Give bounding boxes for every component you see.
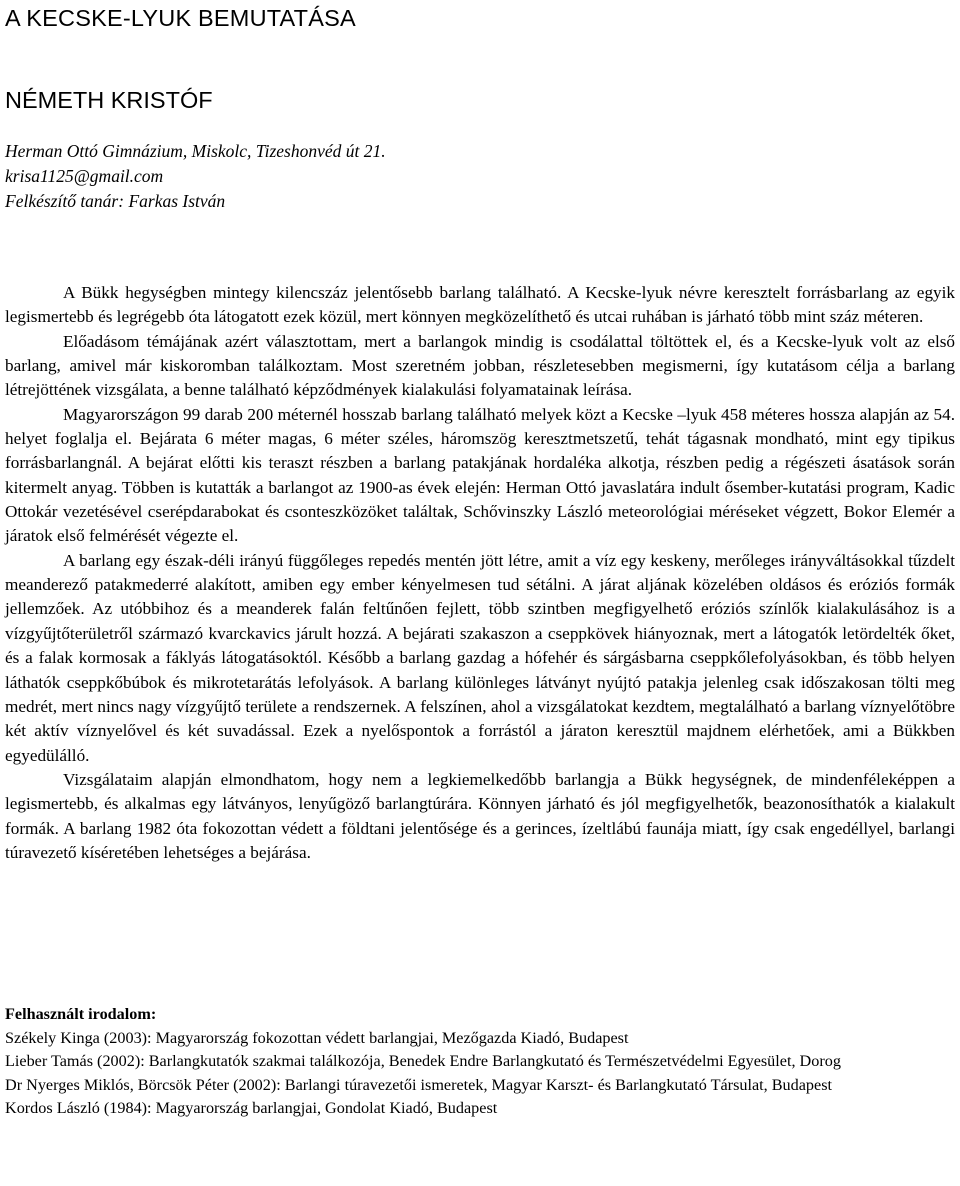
paragraph-formation: A barlang egy észak-déli irányú függőleges repedés mentén jött létre, amit a víz egy keskeny, merőleges irányváltásokkal tűzdelt meanderező patakmederré alakított, amiben egy ember kényelmesen tud sétálni. A járat aljának közelében oldásos és eróziós formák jellemzőek. Az utóbbihoz és a meanderek falán feltűnően fejlett, több szintben megfigyelhető eróziós színlők kialakulásához is a vízgyűjtőterületről származó kvarckavics járult hozzá. A bejárati szakaszon a cseppkövek hiányoznak, mert a látogatók letördelték őket, és a falak kormosak a fáklyás látogatásoktól. Később a barlang gazdag a hófehér és sárgásbarna cseppkőlefolyásokban, és több helyen láthatók cseppkőbúbok és mikrotetarátás lefolyások. A barlang különleges látványt nyújtó patakja jelenleg csak időszakosan tölti meg medrét, mert nincs nagy vízgyűjtő területe a rendszernek. A felszínen, ahol a vizsgálatokat kezdtem, megtalálható a barlang víznyelőtöbre két aktív víznyelővel és két suvadással. Ezek a nyelőspontok a forrástól a járaton keresztül majdnem elérhetőek, ami a Bükkben egyedülálló.	[5, 550, 955, 765]
reference-item: Dr Nyerges Miklós, Börcsök Péter (2002): Barlangi túravezetői ismeretek, Magyar Karszt- és Barlangkutató Társulat, Budapest	[5, 1075, 832, 1094]
references-heading: Felhasznált irodalom:	[5, 1005, 157, 1023]
school-address: Herman Ottó Gimnázium, Miskolc, Tizeshonvéd út 21.	[5, 141, 386, 161]
paragraph-conclusion: Vizsgálataim alapján elmondhatom, hogy nem a legkiemelkedőbb barlangja a Bükk hegységnek, de mindenféleképpen a legismertebb, és alkalmas egy látványos, lenyűgöző barlangtúrára. Könnyen járható és jól megfigyelhetők, beazonosíthatók a kialakult formák. A barlang 1982 óta fokozottan védett a földtani jelentősége és a gerinces, ízeltlábú faunája miatt, így csak engedéllyel, barlangi túravezető kíséretében lehetséges a bejárása.	[5, 769, 955, 862]
author-name: NÉMETH KRISTÓF	[5, 87, 213, 113]
supervisor: Felkészítő tanár: Farkas István	[5, 191, 226, 211]
references-section	[5, 1003, 955, 1121]
paragraph-intro: A Bükk hegységben mintegy kilencszáz jelentősebb barlang található. A Kecske-lyuk névre keresztelt forrásbarlang az egyik legismertebb és legrégebb óta látogatott ezek közül, mert könnyen megközelíthető és utcai ruhában is járható több mint száz méteren.	[5, 283, 955, 327]
paragraph-history: Magyarországon 99 darab 200 méternél hosszab barlang található melyek közt a Kecske –lyuk 458 méteres hossza alapján az 54. helyet foglalja el. Bejárata 6 méter magas, 6 méter széles, háromszög keresztmetszetű, tehát tágasnak mondható, mint egy tipikus forrásbarlangnál. A bejárat előtti kis teraszt részben a barlang patakjának hordaléka alkotja, részben pedig a régészeti ásatások során kitermelt anyag. Többen is kutatták a barlangot az 1900-as évek elején: Herman Ottó javaslatára indult ősember-kutatási program, Kadic Ottokár vezetésével cserépdarabokat és csonteszközöket találtak, Schővinszky László meteorológiai méréseket végzett, Bokor Elemér a járatok első felmérését végezte el.	[5, 404, 955, 546]
paragraph-motivation: Előadásom témájának azért választottam, mert a barlangok mindig is csodálattal töltöttek el, és a Kecske-lyuk volt az első barlang, amivel már kiskoromban találkoztam. Most szeretném jobban, részletesebben megismerni, így kutatásom célja a barlang létrejöttének vizsgálata, a benne található képződmények kialakulási folyamatainak leírása.	[5, 331, 955, 400]
document-body	[5, 281, 955, 865]
reference-item: Kordos László (1984): Magyarország barlangjai, Gondolat Kiadó, Budapest	[5, 1099, 498, 1118]
reference-item: Lieber Tamás (2002): Barlangkutatók szakmai találkozója, Benedek Endre Barlangkutató és Természetvédelmi Egyesület, Dorog	[5, 1052, 841, 1071]
document-title: A KECSKE-LYUK BEMUTATÁSA	[5, 5, 356, 31]
author-meta	[5, 139, 386, 214]
reference-item: Székely Kinga (2003): Magyarország fokozottan védett barlangjai, Mezőgazda Kiadó, Budapest	[5, 1028, 629, 1047]
author-email: krisa1125@gmail.com	[5, 166, 164, 186]
